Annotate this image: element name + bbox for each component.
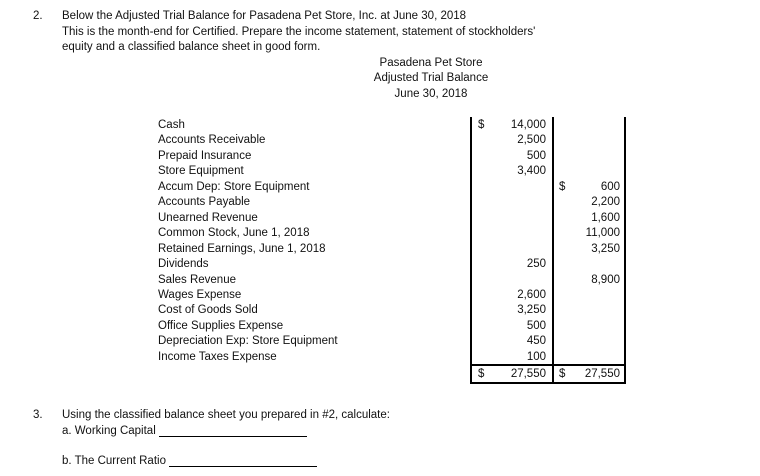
working-capital-answer-blank[interactable] (159, 425, 307, 437)
working-capital-label: a. Working Capital (62, 425, 156, 437)
total-bottom-rule (470, 382, 626, 384)
debit-left-border (470, 117, 472, 384)
column-divider (552, 117, 554, 384)
total-top-rule (470, 364, 626, 366)
total-credit: 27,550 (584, 368, 620, 380)
question-2-line-3: equity and a classified balance sheet in good form. (62, 41, 321, 53)
account-name: Wages Expense (158, 288, 242, 301)
question-3-number: 3. (33, 409, 43, 421)
credit-amount: 8,900 (591, 273, 620, 286)
total-debit-sign: $ (478, 368, 485, 380)
credit-amount: 1,600 (591, 211, 620, 224)
debit-amount: 100 (526, 350, 546, 363)
total-credit-sign: $ (559, 368, 566, 380)
debit-amount: 3,250 (517, 304, 546, 317)
current-ratio-answer-blank[interactable] (169, 455, 317, 467)
debit-amount: 2,600 (517, 288, 546, 301)
debit-amount: 500 (526, 319, 546, 332)
working-capital-item (62, 425, 307, 437)
credit-amount: 2,200 (591, 196, 620, 209)
account-name: Income Taxes Expense (158, 350, 277, 363)
account-name: Depreciation Exp: Store Equipment (158, 335, 338, 348)
total-debit: 27,550 (510, 368, 546, 380)
credit-right-border (624, 117, 626, 384)
question-2-line-2: This is the month-end for Certified. Prepare the income statement, statement of stockholders' (62, 26, 536, 38)
account-name: Office Supplies Expense (158, 319, 284, 332)
statement-title: Adjusted Trial Balance (373, 72, 489, 84)
question-2-number: 2. (33, 10, 43, 22)
debit-dollar-sign: $ (478, 119, 485, 131)
debit-amount: 14,000 (510, 119, 546, 131)
debit-amount: 250 (526, 258, 546, 271)
company-name: Pasadena Pet Store (379, 57, 483, 69)
account-name: Cost of Goods Sold (158, 304, 258, 317)
debit-amount: 450 (526, 335, 546, 348)
credit-amount: 3,250 (591, 242, 620, 255)
statement-date: June 30, 2018 (394, 88, 468, 100)
account-name: Accum Dep: Store Equipment (158, 180, 310, 193)
debit-amount: 2,500 (517, 134, 546, 147)
account-name: Common Stock, June 1, 2018 (158, 227, 310, 240)
credit-amount: 11,000 (585, 227, 620, 240)
account-name: Unearned Revenue (158, 211, 258, 224)
account-name: Retained Earnings, June 1, 2018 (158, 242, 326, 255)
credit-amount: 600 (600, 180, 620, 193)
current-ratio-item (62, 455, 317, 467)
account-name: Cash (158, 119, 185, 131)
account-name: Accounts Receivable (158, 134, 266, 147)
current-ratio-label: b. The Current Ratio (62, 455, 166, 467)
question-3-prompt: Using the classified balance sheet you prepared in #2, calculate: (62, 409, 390, 421)
account-name: Accounts Payable (158, 196, 251, 209)
account-name: Sales Revenue (158, 273, 236, 286)
question-2-line-1: Below the Adjusted Trial Balance for Pasadena Pet Store, Inc. at June 30, 2018 (62, 10, 467, 22)
debit-amount: 500 (526, 149, 546, 162)
account-name: Dividends (158, 258, 209, 271)
account-name: Prepaid Insurance (158, 149, 252, 162)
credit-dollar-sign: $ (559, 180, 566, 193)
debit-amount: 3,400 (517, 165, 546, 178)
account-name: Store Equipment (158, 165, 244, 178)
